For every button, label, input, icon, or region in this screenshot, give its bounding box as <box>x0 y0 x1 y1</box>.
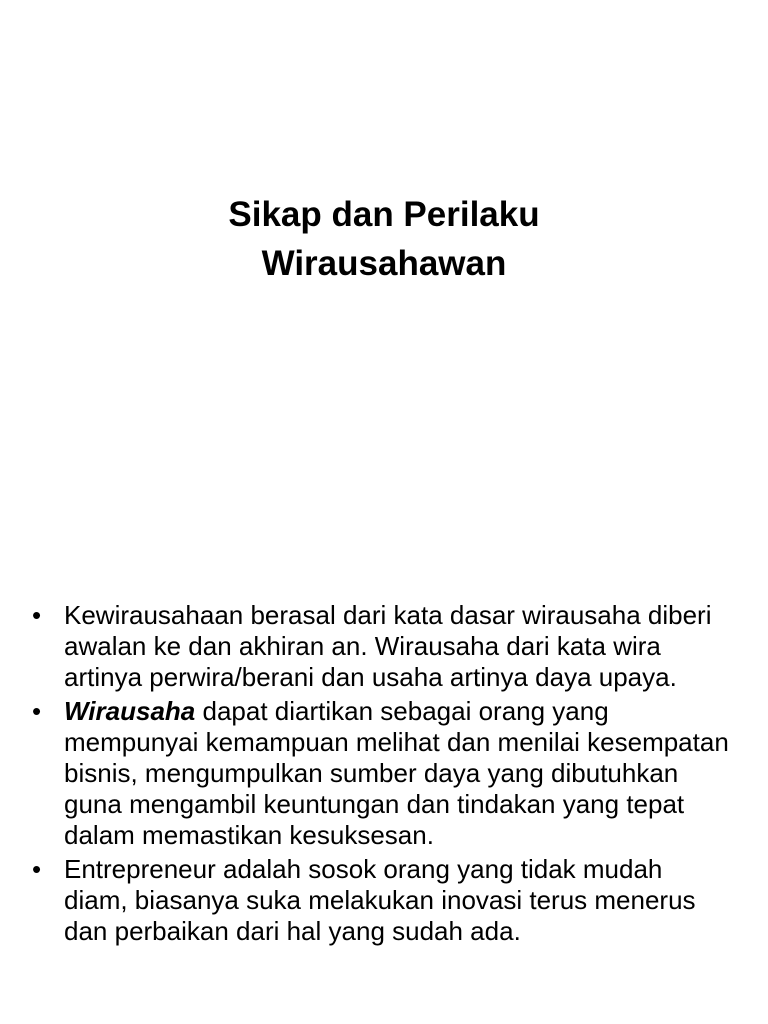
slide-title-line-1: Sikap dan Perilaku <box>228 195 540 234</box>
bullet-emphasis: Wirausaha <box>64 696 196 726</box>
bullet-list <box>30 600 730 950</box>
bullet-text: dapat diartikan sebagai orang yang mempunyai kemampuan melihat dan menilai kesempatan bisnis, mengumpulkan sumber daya yang dibutuhkan guna mengambil keuntungan dan tindakan yang tepat dalam memastikan kesuksesan. <box>64 696 729 850</box>
slide-title-line-2: Wirausahawan <box>261 244 507 283</box>
bullet-icon: • <box>32 600 42 630</box>
bullet-item-wirausaha <box>30 696 730 851</box>
bullet-text: Kewirausahaan berasal dari kata dasar wirausaha diberi awalan ke dan akhiran an. Wirausaha dari kata wira artinya perwira/berani dan usaha artinya daya upaya. <box>64 600 712 692</box>
bullet-item-entrepreneur <box>30 854 730 947</box>
bullet-item-kewirausahaan <box>30 600 730 693</box>
slide-title <box>0 190 768 288</box>
bullet-text: Entrepreneur adalah sosok orang yang tidak mudah diam, biasanya suka melakukan inovasi terus menerus dan perbaikan dari hal yang sudah ada. <box>64 854 696 946</box>
bullet-icon: • <box>32 854 42 884</box>
bullet-icon: • <box>32 696 42 726</box>
